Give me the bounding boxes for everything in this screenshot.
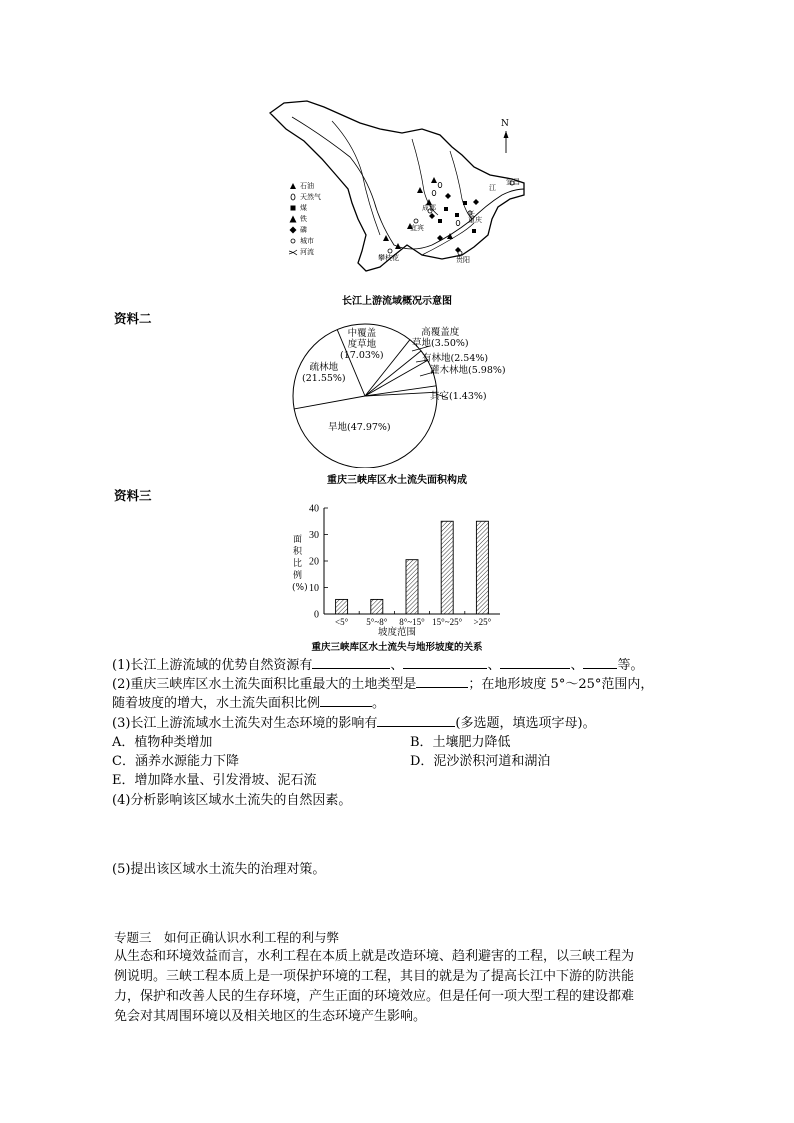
bar-ytick-label-1: 10 [309,583,319,594]
bar-xlabel: 坡度范围 [378,627,417,638]
map-label-chongqing: 重庆 [468,216,482,224]
map-label-yichang: 宜昌 [506,178,520,186]
oil-icon [289,182,297,190]
iron-icon [289,215,297,223]
river-icon [289,248,298,256]
map-label-panzhihua: 攀枝花 [378,254,399,262]
question-3: (3)长江上游流域水土流失对生态环境的影响有 (多选题，填选项字母)。 [112,713,596,733]
option-b[interactable]: B．土壤肥力降低 [410,735,511,750]
bar-category-label-3: 15°~25° [432,617,463,627]
answer-blank-1a[interactable] [312,655,390,669]
bar-ytick-label-2: 20 [309,556,319,568]
option-d[interactable]: D．泥沙淤积河道和湖泊 [410,754,551,769]
bar-3 [441,521,453,614]
pie-label-sparse-forest: 疏林地 (21.55%) [302,362,346,384]
answer-blank-1d[interactable] [583,655,617,669]
topic3-line-4: 免会对其周围环境以及相关地区的生态环境产生影响。 [114,1009,427,1024]
legend-coal: 煤 [289,202,349,213]
pie-label-medium-grass: 中覆盖 度草地 (17.03%) [340,328,384,361]
bar-chart-svg [288,498,518,640]
map-label-chengdu: 成都 [422,204,436,212]
bar-ytick-label-0: 0 [314,609,319,621]
question-5: (5)提出该区域水土流失的治理对策。 [112,862,326,877]
map-label-guiyang: 贵阳 [456,256,470,264]
material3-heading: 资料三 [114,488,152,503]
answer-blank-3[interactable] [377,713,455,727]
map-label-chang: 长 [468,210,475,218]
bar-caption: 重庆三峡库区水土流失与地形坡度的关系 [311,642,483,653]
question-1: (1)长江上游流域的优势自然资源有 、 、 、 等。 [112,655,643,675]
legend-city: 城市 [289,235,349,246]
phosphorus-icon [289,226,297,234]
answer-blank-2a[interactable] [416,674,468,688]
answer-blank-2b[interactable] [320,693,372,707]
gas-icon [289,193,297,201]
bar-0 [336,599,348,614]
topic3-line-3: 力，保护和改善人民的生存环境，产生正面的环境效应。但是任何一项大型工程的建设都难 [114,989,635,1004]
resource-markers [383,177,479,253]
map-label-jiang: 江 [489,184,496,192]
bar-category-label-0: <5° [335,617,349,627]
bar-ytick-label-3: 30 [309,530,319,541]
bar-ytick-label-4: 40 [309,503,319,515]
legend-iron: 铁 [289,213,349,224]
bar-1 [371,599,383,614]
coal-icon [289,204,297,212]
option-a[interactable]: A．植物种类增加 [112,735,213,750]
gas-markers [432,182,460,225]
map-legend [289,180,349,257]
pie-label-other: 其它(1.43%) [430,391,487,402]
pie-label-dryland: 旱地(47.97%) [328,422,391,433]
topic3-line-2: 例说明。三峡工程本质上是一项保护环境的工程，其目的就是为了提高长江中下游的防洪能 [114,969,635,984]
bar-4 [476,521,488,614]
pie-caption: 重庆三峡库区水土流失面积构成 [327,475,467,486]
pie-label-forest: 有林地(2.54%) [422,353,489,364]
pie-chart [280,318,520,468]
bar-category-label-1: 5°~8° [366,617,388,627]
topic3-title: 专题三 如何正确认识水利工程的利与弊 [114,930,340,945]
option-e[interactable]: E．增加降水量、引发滑坡、泥石流 [112,773,317,788]
bar-category-label-2: 8°~15° [399,617,425,627]
answer-blank-1b[interactable] [403,655,487,669]
topic3-line-1: 从生态和环境效益而言，水利工程在本质上就是改造环境、趋利避害的工程，以三峡工程为 [114,949,635,964]
map-caption: 长江上游流域概况示意图 [342,296,452,307]
question-2-cont: 随着坡度的增大，水土流失面积比例 。 [112,693,385,713]
legend-oil: 石油 [289,180,349,191]
answer-blank-1c[interactable] [500,655,570,669]
bar-2 [406,560,418,614]
north-arrow-head [504,131,509,138]
bar-category-label-4: >25° [473,617,492,627]
map-label-yibin: 宜宾 [410,224,424,232]
material2-heading: 资料二 [114,311,152,326]
legend-gas: 天然气 [289,191,349,202]
pie-label-high-grass: 高覆盖度 草地(3.50%) [412,327,469,349]
question-4: (4)分析影响该区域水土流失的自然因素。 [112,793,352,808]
bar-chart [288,498,518,640]
city-icon [289,237,297,245]
option-c[interactable]: C．涵养水源能力下降 [112,754,239,769]
legend-river: 河流 [289,246,349,257]
legend-phosphorus: 磷 [289,224,349,235]
bar-ylabel: 面积比例(%) [292,535,308,593]
north-label: N [501,119,509,129]
question-2: (2)重庆三峡库区水土流失面积比重最大的土地类型是 ；在地形坡度 5°～25°范围内， [112,674,653,694]
pie-label-shrub: 灌木林地(5.98%) [430,365,506,376]
